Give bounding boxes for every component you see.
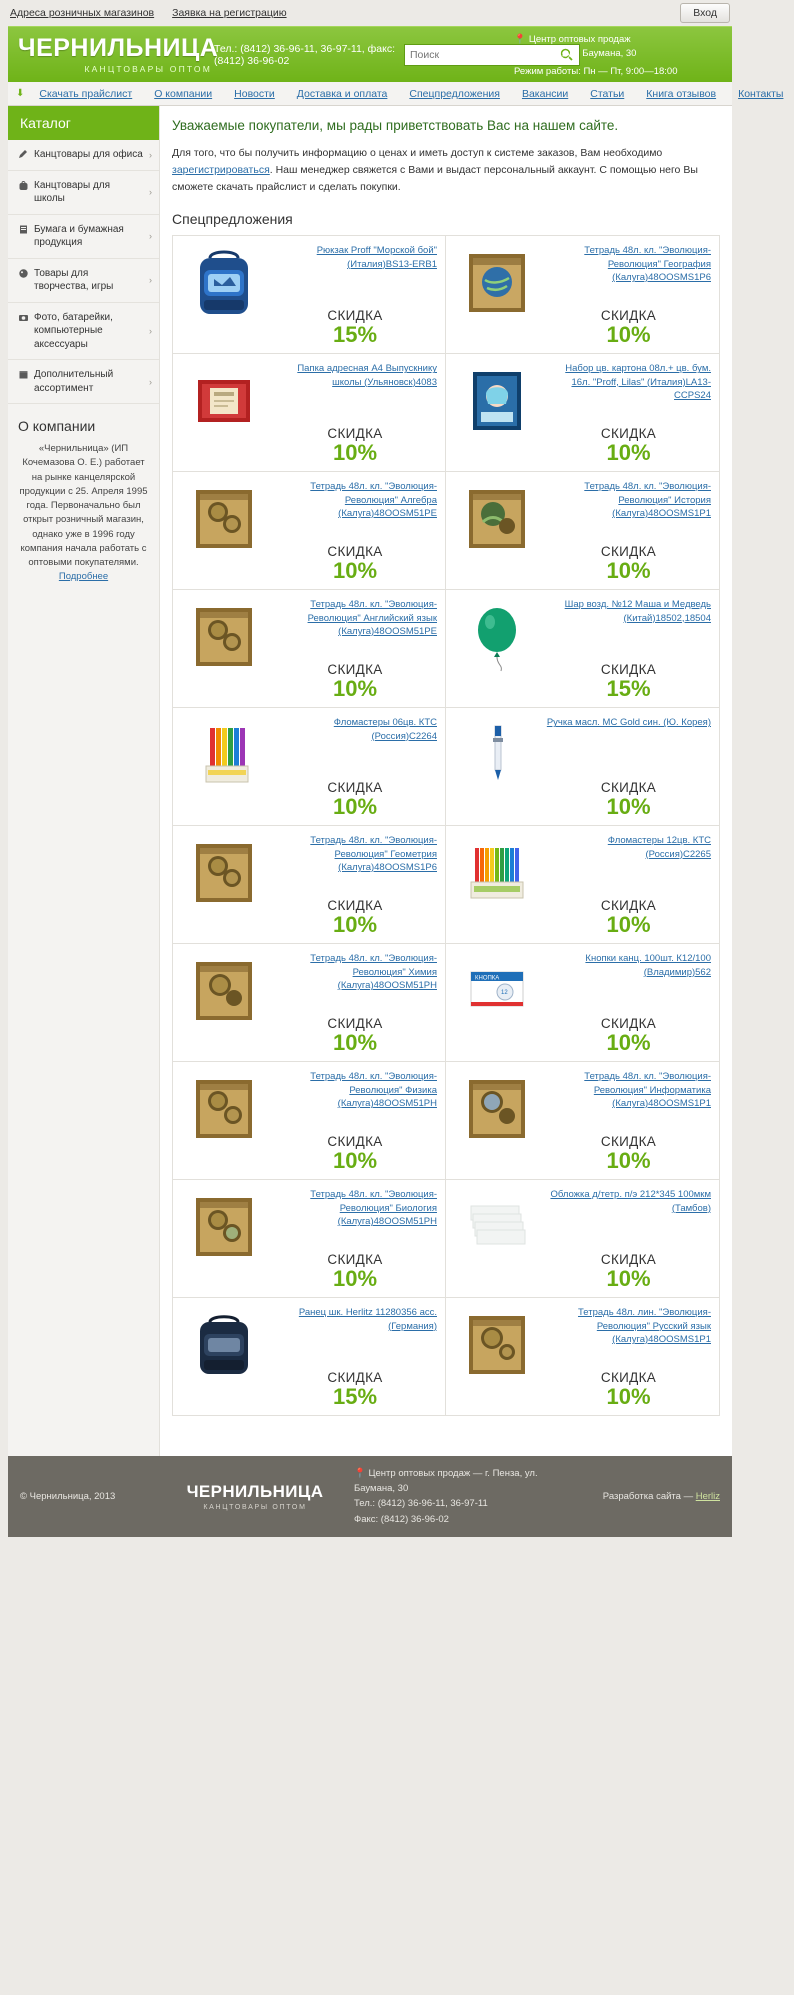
product-name[interactable]: Тетрадь 48л. кл. "Эволюция-Революция" Английский язык (Калуга)48OOSM51PE xyxy=(307,599,437,637)
discount-word: СКИДКА xyxy=(600,426,657,442)
discount-badge xyxy=(273,1008,437,1055)
header-address-line1: 📍 Центр оптовых продаж xyxy=(514,34,631,45)
chevron-right-icon: › xyxy=(149,186,152,197)
camera-icon xyxy=(18,312,29,323)
product-card[interactable] xyxy=(173,1298,446,1416)
discount-value: 10% xyxy=(606,558,651,584)
notebook-chem-icon xyxy=(184,954,264,1028)
discount-badge xyxy=(273,1244,437,1291)
discount-value: 10% xyxy=(332,1030,378,1056)
product-image[interactable] xyxy=(181,244,267,347)
backpack-dark-icon xyxy=(184,1308,264,1382)
discount-badge xyxy=(546,654,711,701)
discount-badge xyxy=(546,1244,711,1291)
product-card[interactable] xyxy=(173,590,446,708)
nav-item-about[interactable]: О компании xyxy=(154,87,213,100)
discount-word: СКИДКА xyxy=(327,898,383,914)
paperset-anime-icon xyxy=(457,364,537,438)
sidebar-item-label: Фото, батарейки, компьютерные аксессуары xyxy=(34,311,113,350)
chevron-right-icon: › xyxy=(149,376,152,387)
product-image[interactable] xyxy=(454,1188,540,1291)
product-image[interactable] xyxy=(454,480,540,583)
discount-badge xyxy=(273,890,437,937)
chevron-right-icon: › xyxy=(149,325,152,336)
product-card[interactable] xyxy=(173,472,446,590)
logo-subtitle: КАНЦТОВАРЫ ОПТОМ xyxy=(84,63,212,74)
discount-badge xyxy=(546,418,711,465)
notebook-phys-icon xyxy=(184,1072,264,1146)
about-more-link[interactable]: Подробнее xyxy=(58,571,109,583)
discount-badge xyxy=(546,300,711,347)
palette-icon xyxy=(18,268,29,279)
footer-spacer xyxy=(0,1537,740,1547)
product-name[interactable]: Кнопки канц. 100шт. К12/100 (Владимир)562 xyxy=(585,953,711,978)
discount-value: 10% xyxy=(606,912,651,938)
product-image[interactable] xyxy=(181,1306,267,1409)
nav-item-news[interactable]: Новости xyxy=(234,87,275,100)
product-grid xyxy=(172,235,720,1416)
footer-developer xyxy=(550,1489,720,1504)
discount-badge xyxy=(546,890,711,937)
utility-bar xyxy=(0,0,740,26)
discount-word: СКИДКА xyxy=(327,1134,383,1150)
product-image[interactable] xyxy=(181,716,267,819)
about-text xyxy=(18,442,149,585)
chevron-right-icon: › xyxy=(149,274,152,285)
product-card[interactable] xyxy=(446,708,719,826)
section-title-special-offers: Спецпредложения xyxy=(172,211,293,228)
sidebar-item-paper[interactable] xyxy=(8,215,159,259)
footer-phones: Тел.: (8412) 36-96-11, 36-97-11 xyxy=(354,1498,488,1510)
sidebar-item-additional[interactable] xyxy=(8,360,159,404)
product-card[interactable] xyxy=(446,944,719,1062)
backpack-blue-icon xyxy=(184,246,264,320)
product-image[interactable] xyxy=(454,244,540,347)
notebook-info-icon xyxy=(457,1072,537,1146)
footer-address xyxy=(340,1466,550,1527)
notebook-bio-icon xyxy=(184,1190,264,1264)
discount-value: 10% xyxy=(332,1148,378,1174)
discount-badge xyxy=(546,1008,711,1055)
chevron-right-icon: › xyxy=(149,149,152,160)
product-image[interactable] xyxy=(181,1070,267,1173)
discount-badge xyxy=(546,1126,711,1173)
product-image[interactable] xyxy=(181,834,267,937)
sidebar-item-office[interactable] xyxy=(8,140,159,171)
discount-badge xyxy=(273,536,437,583)
product-image[interactable] xyxy=(181,598,267,701)
header-address xyxy=(514,33,724,78)
download-pricelist-label[interactable]: Скачать прайслист xyxy=(39,87,133,100)
site-footer xyxy=(8,1456,732,1537)
markers-6-icon xyxy=(184,718,264,792)
discount-word: СКИДКА xyxy=(327,1370,383,1386)
download-icon: ⬇ xyxy=(16,88,25,99)
discount-value: 10% xyxy=(606,1266,651,1292)
discount-value: 10% xyxy=(606,440,651,466)
discount-word: СКИДКА xyxy=(327,544,383,560)
discount-word: СКИДКА xyxy=(327,426,383,442)
backpack-icon xyxy=(18,180,29,191)
footer-fax: Факс: (8412) 36-96-02 xyxy=(354,1513,449,1525)
sidebar-item-label: Бумага и бумажная продукция xyxy=(34,223,124,248)
about-paragraph: «Чернильница» (ИП Кочемазова О. Е.) работает на рынке канцелярской продукции с 25. Апреля 1995 года. Первоначально был открыт розничный магазин, однако уже в 1996 году компания начала работать с оптовыми покупателями. xyxy=(19,443,148,568)
discount-value: 10% xyxy=(332,1266,378,1292)
product-name[interactable]: Набор цв. картона 08л.+ цв. бум. 16л. "Proff, Lilas" (Италия)LA13-CCPS24 xyxy=(565,363,711,401)
product-name[interactable]: Тетрадь 48л. кл. "Эволюция-Революция" Биология (Калуга)48OOSM51PH xyxy=(310,1189,437,1227)
product-image[interactable] xyxy=(454,716,540,819)
product-image[interactable] xyxy=(454,1070,540,1173)
product-card[interactable] xyxy=(173,1062,446,1180)
discount-badge xyxy=(273,1126,437,1173)
catalog-title: Каталог xyxy=(8,106,159,140)
product-name[interactable]: Тетрадь 48л. кл. "Эволюция-Революция" Алгебра (Калуга)48OOSM51PE xyxy=(310,481,437,519)
product-name[interactable]: Тетрадь 48л. кл. "Эволюция-Революция" География (Калуга)48OOSMS1P6 xyxy=(584,245,711,283)
discount-value: 10% xyxy=(606,1148,651,1174)
notebook-coins-icon xyxy=(184,482,264,556)
sidebar xyxy=(8,106,160,1456)
sidebar-item-label: Канцтовары для школы xyxy=(34,179,111,204)
nav-item-contacts[interactable]: Контакты xyxy=(738,87,784,100)
chevron-right-icon: › xyxy=(149,230,152,241)
nav-item-vacancies[interactable]: Вакансии xyxy=(521,87,569,100)
intro-after: . Наш менеджер свяжется с Вами и выдаст персональный аккаунт. С помощью него Вы сможете скачать прайслист и сделать покупки. xyxy=(172,163,698,193)
product-card[interactable] xyxy=(173,354,446,472)
product-card[interactable] xyxy=(446,1298,719,1416)
notebook-coins-icon xyxy=(184,836,264,910)
discount-badge xyxy=(273,300,437,347)
markers-12-icon xyxy=(457,836,537,910)
product-card[interactable] xyxy=(446,826,719,944)
about-title: О компании xyxy=(18,418,96,434)
product-card[interactable] xyxy=(446,1180,719,1298)
product-image[interactable] xyxy=(454,598,540,701)
covers-clear-icon xyxy=(457,1190,537,1264)
pins-box-icon xyxy=(457,954,537,1028)
discount-badge xyxy=(546,772,711,819)
product-card[interactable] xyxy=(173,236,446,354)
box-icon xyxy=(18,369,29,380)
discount-value: 15% xyxy=(606,676,651,702)
paper-icon xyxy=(18,224,29,235)
footer-logo-title: ЧЕРНИЛЬНИЦА xyxy=(186,1481,324,1501)
header-phones: Тел.: (8412) 36-96-11, 36-97-11, факс: (8412) 36-96-02 xyxy=(214,42,395,67)
discount-word: СКИДКА xyxy=(600,1134,657,1150)
product-image[interactable] xyxy=(454,362,540,465)
discount-word: СКИДКА xyxy=(327,780,383,796)
link-registration-request[interactable]: Заявка на регистрацию xyxy=(172,7,287,19)
footer-copyright: © Чернильница, 2013 xyxy=(20,1490,116,1502)
notebook-rus-icon xyxy=(457,1308,537,1382)
discount-word: СКИДКА xyxy=(600,544,657,560)
svg-text:КНОПКА: КНОПКА xyxy=(475,975,500,982)
discount-word: СКИДКА xyxy=(600,662,657,678)
discount-value: 10% xyxy=(606,1384,651,1410)
main-column xyxy=(160,106,732,1456)
discount-value: 10% xyxy=(606,1030,651,1056)
discount-value: 10% xyxy=(332,558,378,584)
notebook-globe-icon xyxy=(457,246,537,320)
discount-word: СКИДКА xyxy=(600,1370,657,1386)
site-header xyxy=(8,26,732,82)
logo-title: ЧЕРНИЛЬНИЦА xyxy=(18,33,219,62)
footer-logo xyxy=(170,1482,340,1511)
sidebar-item-school[interactable] xyxy=(8,171,159,215)
product-image[interactable] xyxy=(181,1188,267,1291)
discount-word: СКИДКА xyxy=(600,1252,657,1268)
product-name[interactable]: Рюкзак Proff "Морской бой" (Италия)BS13-ERB1 xyxy=(316,245,437,270)
footer-developer-link[interactable]: Herliz xyxy=(695,1490,720,1502)
discount-value: 15% xyxy=(332,1384,378,1410)
header-address-line2: г. Пенза, ул. Баумана, 30 xyxy=(527,47,637,59)
discount-value: 10% xyxy=(332,676,378,702)
intro-before: Для того, что бы получить информацию о ценах и иметь доступ к системе заказов, Вам необходимо xyxy=(172,147,663,159)
logo[interactable] xyxy=(8,33,219,74)
product-card[interactable] xyxy=(446,354,719,472)
product-name[interactable]: Фломастеры 06цв. КТС (Россия)C2264 xyxy=(333,717,437,742)
sidebar-item-label: Товары для творчества, игры xyxy=(34,267,114,292)
product-name[interactable]: Тетрадь 48л. кл. "Эволюция-Революция" Физика (Калуга)48OOSM51PH xyxy=(310,1071,437,1109)
discount-word: СКИДКА xyxy=(327,1016,383,1032)
download-pricelist[interactable] xyxy=(8,88,143,100)
discount-word: СКИДКА xyxy=(600,1016,657,1032)
link-store-addresses[interactable]: Адреса розничных магазинов xyxy=(10,7,155,19)
product-card[interactable] xyxy=(173,1180,446,1298)
notebook-coins-icon xyxy=(184,600,264,674)
product-card[interactable] xyxy=(446,1062,719,1180)
product-name[interactable]: Тетрадь 48л. кл. "Эволюция-Революция" История (Калуга)48OOSMS1P1 xyxy=(584,481,711,519)
discount-word: СКИДКА xyxy=(327,1252,383,1268)
product-card[interactable] xyxy=(173,708,446,826)
product-image[interactable] xyxy=(454,834,540,937)
page-greeting: Уважаемые покупатели, мы рады приветствовать Вас на нашем сайте. xyxy=(172,118,619,133)
discount-word: СКИДКА xyxy=(600,308,657,324)
product-name[interactable]: Тетрадь 48л. кл. "Эволюция-Революция" Информатика (Калуга)48OOSMS1P1 xyxy=(584,1071,711,1109)
product-name[interactable]: Папка адресная А4 Выпускнику школы (Ульяновск)4083 xyxy=(297,363,437,388)
discount-value: 10% xyxy=(606,794,651,820)
map-pin-icon: 📍 xyxy=(514,34,526,45)
product-image[interactable] xyxy=(181,480,267,583)
product-name[interactable]: Тетрадь 48л. кл. "Эволюция-Революция" Геометрия (Калуга)48OOSMS1P6 xyxy=(310,835,437,873)
balloon-green-icon xyxy=(457,600,537,674)
nav-item-delivery[interactable]: Доставка и оплата xyxy=(296,87,388,100)
main-nav xyxy=(8,82,784,106)
product-image[interactable] xyxy=(181,362,267,465)
footer-developer-text: Разработка сайта — xyxy=(602,1490,696,1502)
nav-item-articles[interactable]: Статьи xyxy=(590,87,625,100)
nav-item-special-offers[interactable]: Спецпредложения xyxy=(409,87,500,100)
catalog-list xyxy=(8,140,159,404)
product-card[interactable] xyxy=(446,236,719,354)
discount-word: СКИДКА xyxy=(327,308,383,324)
pen-blue-icon xyxy=(457,718,537,792)
login-button[interactable]: Вход xyxy=(680,3,730,23)
about-widget xyxy=(8,404,159,601)
product-card[interactable] xyxy=(173,826,446,944)
discount-word: СКИДКА xyxy=(327,662,383,678)
notebook-history-icon xyxy=(457,482,537,556)
product-image[interactable] xyxy=(454,1306,540,1409)
discount-badge xyxy=(546,536,711,583)
sidebar-item-label: Канцтовары для офиса xyxy=(34,149,143,160)
product-name[interactable]: Тетрадь 48л. кл. "Эволюция-Революция" Химия (Калуга)48OOSM51PH xyxy=(310,953,437,991)
product-name[interactable]: Ранец шк. Herlitz 11280356 асс.(Германия) xyxy=(298,1307,437,1332)
discount-badge xyxy=(273,418,437,465)
discount-value: 10% xyxy=(332,440,378,466)
header-hours: Режим работы: Пн — Пт, 9:00—18:00 xyxy=(514,65,678,77)
map-pin-icon: 📍 xyxy=(354,1468,366,1479)
svg-text:12: 12 xyxy=(501,990,508,997)
product-card[interactable] xyxy=(446,590,719,708)
product-name[interactable]: Фломастеры 12цв. КТС (Россия)C2265 xyxy=(607,835,711,860)
discount-word: СКИДКА xyxy=(600,780,657,796)
pen-icon xyxy=(18,149,29,160)
product-name[interactable]: Ручка масл. MC Gold син. (Ю. Корея) xyxy=(546,717,711,729)
nav-item-reviews[interactable]: Книга отзывов xyxy=(646,87,717,100)
sidebar-item-creativity[interactable] xyxy=(8,259,159,303)
folder-red-icon xyxy=(184,364,264,438)
sidebar-item-photo-batteries[interactable] xyxy=(8,303,159,361)
discount-badge xyxy=(273,1362,437,1409)
footer-address-line1: 📍 Центр оптовых продаж — г. Пенза, ул. Баумана, 30 xyxy=(354,1468,538,1495)
intro-text xyxy=(172,145,720,195)
product-image[interactable] xyxy=(181,952,267,1055)
discount-value: 15% xyxy=(332,322,378,348)
product-name[interactable]: Тетрадь 48л. лин. "Эволюция-Революция" Русский язык (Калуга)48OOSMS1P1 xyxy=(578,1307,711,1345)
discount-badge xyxy=(546,1362,711,1409)
footer-logo-subtitle: КАНЦТОВАРЫ ОПТОМ xyxy=(203,1503,307,1511)
content-area xyxy=(8,106,732,1456)
product-name[interactable]: Обложка д/тетр. п/э 212*345 100мкм (Тамбов) xyxy=(550,1189,711,1214)
discount-badge xyxy=(273,772,437,819)
discount-value: 10% xyxy=(606,322,651,348)
product-card[interactable] xyxy=(173,944,446,1062)
register-link[interactable]: зарегистрироваться xyxy=(172,163,270,176)
product-card[interactable] xyxy=(446,472,719,590)
discount-badge xyxy=(273,654,437,701)
discount-value: 10% xyxy=(332,912,378,938)
sidebar-item-label: Дополнительный ассортимент xyxy=(34,369,114,394)
product-image[interactable] xyxy=(454,952,540,1055)
discount-value: 10% xyxy=(332,794,378,820)
discount-word: СКИДКА xyxy=(600,898,657,914)
product-name[interactable]: Шар возд. №12 Маша и Медведь (Китай)18502,18504 xyxy=(564,599,711,624)
